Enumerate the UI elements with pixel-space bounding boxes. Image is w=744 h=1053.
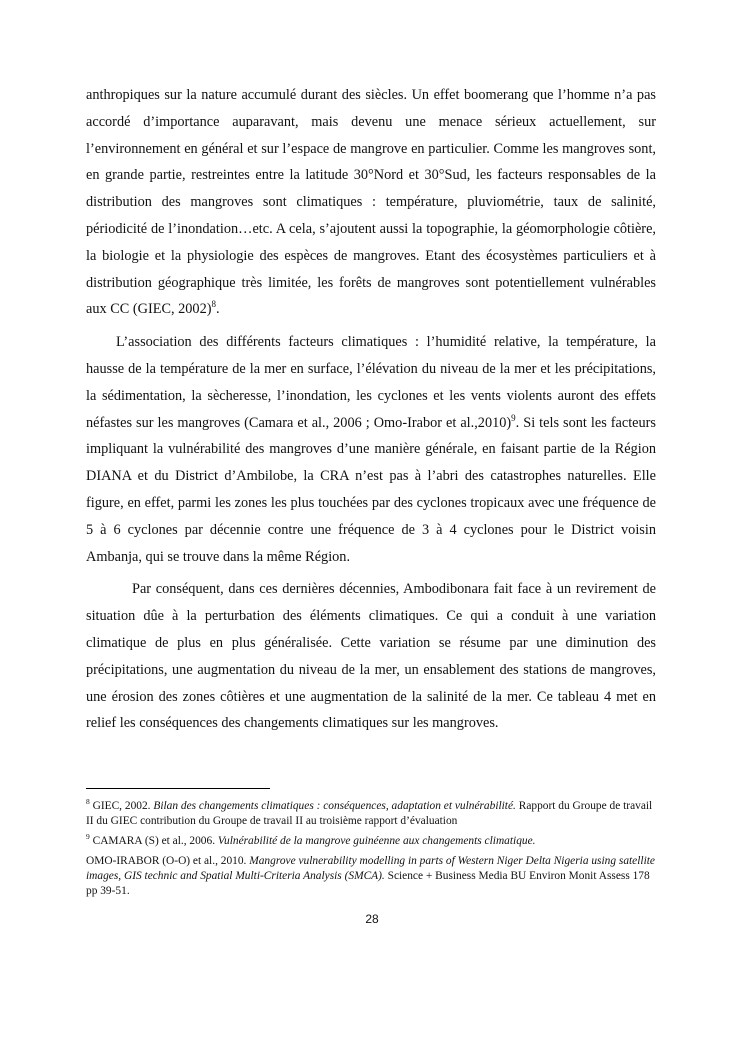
body-text bbox=[86, 82, 656, 737]
footnote-ref-9[interactable]: 9 bbox=[511, 412, 516, 423]
footnote-9-title: Vulnérabilité de la mangrove guinéenne aux changements climatique. bbox=[217, 835, 536, 847]
footnote-9b-author: OMO-IRABOR (O-O) et al., 2010. bbox=[86, 855, 250, 867]
footnote-8 bbox=[86, 799, 661, 829]
footnote-8-title: Bilan des changements climatiques : conséquences, adaptation et vulnérabilité. bbox=[153, 800, 516, 812]
footnote-9 bbox=[86, 834, 661, 849]
footnote-9-number: 9 bbox=[86, 832, 90, 842]
footnote-ref-8[interactable]: 8 bbox=[211, 299, 216, 310]
footnote-8-rest: Rapport du Groupe de travail II du GIEC contribution du Groupe de travail II au troisième rapport d’évaluation bbox=[86, 800, 653, 827]
paragraph-2-text-a: L’association des différents facteurs climatiques : l’humidité relative, la température, la hausse de la température de la mer en surface, l’élévation du niveau de la mer et les précipitations, la sédimentation, la sècheresse, l’inondation, les cyclones et les vents violents auront des effets néfastes sur les mangroves (Camara et al., 2006 ; Omo-Irabor et al.,2010) bbox=[86, 334, 656, 431]
footnote-9b-rest: Science + Business Media BU Environ Monit Assess 178 pp 39-51. bbox=[86, 870, 650, 897]
paragraph-3: Par conséquent, dans ces dernières décennies, Ambodibonara fait face à un revirement de situation dûe à la perturbation des éléments climatiques. Ce qui a conduit à une variation climatique de plus en plus généralisée. Cette variation se résume par une diminution des précipitations, une augmentation du niveau de la mer, un ensablement des stations de mangroves, une érosion des zones côtières et une augmentation de la salinité de la mer. Ce tableau 4 met en relief les conséquences des changements climatiques sur les mangroves. bbox=[86, 581, 656, 732]
footnote-9-author: CAMARA (S) et al., 2006. bbox=[89, 835, 218, 847]
footnote-9b bbox=[86, 854, 661, 899]
footnote-separator bbox=[86, 788, 270, 789]
paragraph-1-text: anthropiques sur la nature accumulé durant des siècles. Un effet boomerang que l’homme n’a pas accordé d’importance auparavant, mais devenu une menace sérieux actuellement, sur l’environnement en général et sur l’espace de mangrove en particulier. Comme les mangroves sont, en grande partie, restreintes entre la latitude 30°Nord et 30°Sud, les facteurs responsables de la distribution des mangroves sont climatiques : température, pluviométrie, taux de salinité, périodicité de l’inondation…etc. A cela, s’ajoutent aussi la topographie, la géomorphologie côtière, la biologie et la physiologie des espèces de mangroves. Etant des écosystèmes particuliers et à distribution géographique très limitée, les forêts de mangroves sont potentiellement vulnérables aux CC (GIEC, 2002) bbox=[86, 87, 656, 318]
paragraph-2-text-b: . Si tels sont les facteurs impliquant la vulnérabilité des mangroves d’une manière générale, en faisant partie de la Région DIANA et du District d’Ambilobe, la CRA n’est pas à l’abri des catastrophes naturelles. Elle figure, en effet, parmi les zones les plus touchées par des cyclones tropicaux avec une fréquence de 5 à 6 cyclones par décennie contre une fréquence de 3 à 4 cyclones pour le District voisin Ambanja, qui se trouve dans la même Région. bbox=[86, 414, 657, 565]
paragraph-1 bbox=[86, 82, 656, 323]
footnote-8-number: 8 bbox=[86, 797, 90, 807]
footnote-8-author: GIEC, 2002. bbox=[89, 800, 154, 812]
page-number: 28 bbox=[365, 912, 379, 926]
paragraph-2 bbox=[86, 329, 656, 570]
footnotes bbox=[86, 799, 661, 904]
paragraph-1-end: . bbox=[215, 301, 220, 318]
footnote-9b-title: Mangrove vulnerability modelling in parts of Western Niger Delta Nigeria using satellite images, GIS technic and Spatial Multi-Criteria Analysis (SMCA). bbox=[86, 855, 655, 882]
